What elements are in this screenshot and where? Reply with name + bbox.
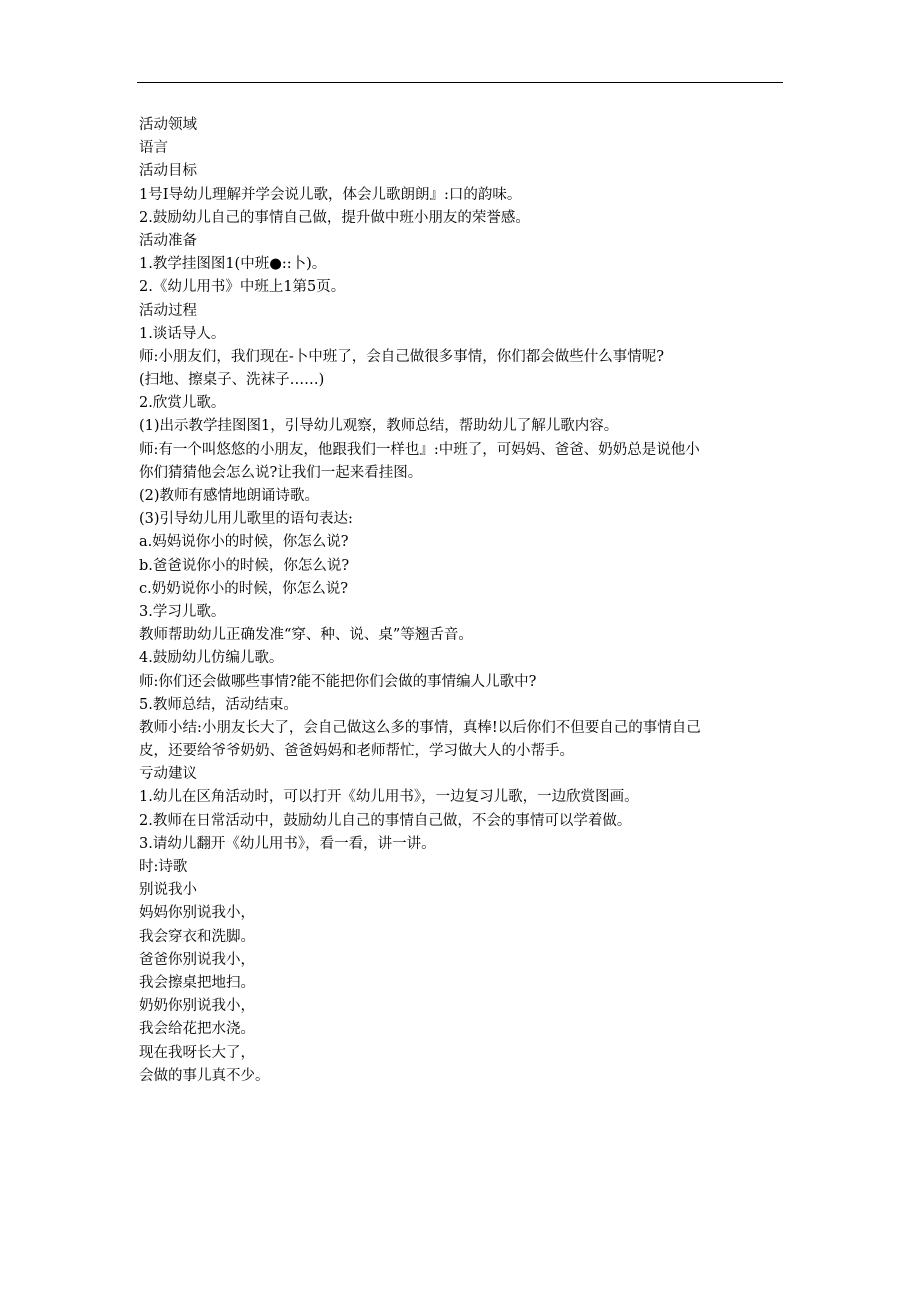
- process-step-1: 1.谈话导人。: [139, 325, 226, 342]
- poem-line: 奶奶你别说我小，: [139, 998, 255, 1015]
- poem-line: 我会擦桌把地扫。: [139, 974, 255, 991]
- suggestion-item-3: 3.请幼儿翻开《幼儿用书》，看一看，讲一讲。: [139, 835, 436, 852]
- header-rule: [137, 82, 783, 83]
- process-text: 教师小结:小朋友长大了，会自己做这么多的事情，真棒!以后你们不但要自己的事情自己: [139, 719, 701, 736]
- section-heading-domain: 活动领域: [139, 117, 197, 133]
- preparation-item-1: 1.教学挂图图1(中班●::卜)。: [139, 256, 327, 273]
- process-text: 师:你们还会做哪些事情?能不能把你们会做的事情编人儿歌中?: [139, 673, 537, 690]
- section-heading-poem: 时:诗歌: [139, 859, 188, 875]
- process-step-5: 5.教师总结，活动结束。: [139, 696, 298, 713]
- process-text: 教师帮助幼儿正确发准“穿、种、说、桌”等翘舌音。: [139, 627, 473, 644]
- process-text: 你们猜猜他会怎么说?让我们一起来看挂图。: [139, 464, 423, 481]
- process-text: (3)引导幼儿用儿歌里的语句表达:: [139, 511, 353, 528]
- section-heading-preparation: 活动准备: [139, 232, 197, 249]
- poem-line: 妈妈你别说我小，: [139, 905, 255, 922]
- poem-line: 我会给花把水浇。: [139, 1021, 255, 1038]
- poem-line: 我会穿衣和洗脚。: [139, 928, 255, 945]
- suggestion-item-1: 1.幼儿在区角活动时，可以打开《幼儿用书》，一边复习儿歌，一边欣赏图画。: [139, 789, 639, 806]
- goal-item-1: 1号I导幼儿理解并学会说儿歌，体会儿歌朗朗』:口的韵味。: [139, 186, 522, 203]
- process-step-2: 2.欣赏儿歌。: [139, 395, 226, 412]
- process-text: 师:小朋友们，我们现在-卜中班了，会自己做很多事情，你们都会做些什么事情呢?: [139, 348, 665, 365]
- poem-line: 爸爸你别说我小，: [139, 951, 255, 968]
- goal-item-2: 2.鼓励幼儿自己的事情自己做，提升做中班小朋友的荣誉感。: [139, 209, 530, 226]
- process-text: (1)出示教学挂图图1，引导幼儿观察，教师总结，帮助幼儿了解儿歌内容。: [139, 418, 619, 435]
- process-text: c.奶奶说你小的时候，你怎么说?: [139, 580, 349, 597]
- process-text: (扫地、擦桌子、洗袜子……): [139, 372, 325, 389]
- section-heading-process: 活动过程: [139, 302, 197, 319]
- poem-title: 别说我小: [139, 882, 197, 899]
- poem-line: 会做的事儿真不少。: [139, 1067, 270, 1084]
- suggestion-item-2: 2.教师在日常活动中，鼓励幼儿自己的事情自己做，不会的事情可以学着做。: [139, 812, 632, 829]
- process-text: a.妈妈说你小的时候，你怎么说?: [139, 534, 349, 551]
- preparation-item-2: 2.《幼儿用书》中班上1第5页。: [139, 279, 346, 296]
- section-heading-suggestions: 亏动建议: [139, 766, 197, 783]
- process-text: 师:有一个叫悠悠的小朋友，他跟我们一样也』:中班了，可妈妈、爸爸、奶奶总是说他小: [139, 441, 700, 458]
- process-step-3: 3.学习儿歌。: [139, 603, 226, 620]
- process-step-4: 4.鼓励幼儿仿编儿歌。: [139, 650, 284, 667]
- document-body: [139, 114, 789, 1088]
- section-heading-goals: 活动目标: [139, 163, 197, 180]
- process-text: b.爸爸说你小的时候，你怎么说?: [139, 557, 350, 574]
- poem-line: 现在我呀长大了，: [139, 1044, 255, 1061]
- domain-value: 语言: [139, 140, 168, 157]
- process-text: 皮，还要给爷爷奶奶、爸爸妈妈和老师帮忙，学习做大人的小帮手。: [139, 743, 574, 760]
- process-text: (2)教师有感情地朗诵诗歌。: [139, 488, 320, 504]
